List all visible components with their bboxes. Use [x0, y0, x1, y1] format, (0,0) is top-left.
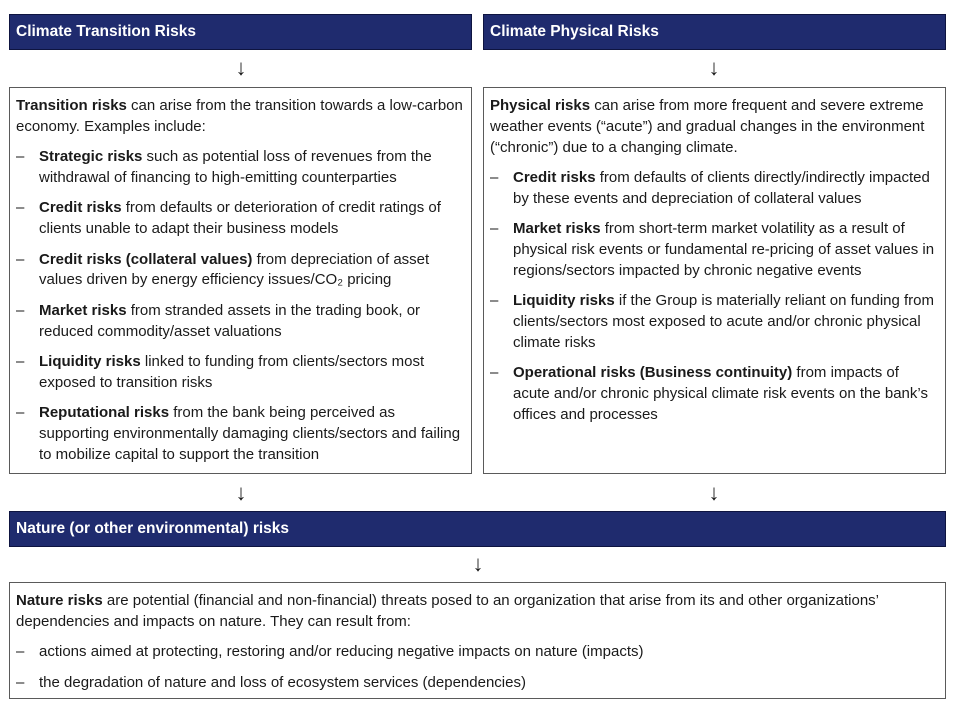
- dash-bullet-icon: –: [16, 352, 25, 370]
- nature-risks-box: [9, 582, 946, 699]
- arrow-down-icon: ↓: [472, 551, 484, 576]
- dash-bullet-icon: –: [16, 199, 25, 217]
- risk-description: from defaults of clients directly/indirectly impacted by these events and depreciation of collateral values: [513, 168, 930, 207]
- nature-intro: Nature risks are potential (financial and non-financial) threats posed to an organization that arise from its and other organizations’ dependencies and impacts on nature. They can result from:: [16, 592, 879, 630]
- list-item: [16, 147, 465, 189]
- dash-bullet-icon: –: [16, 404, 25, 422]
- arrow-down-icon: ↓: [708, 480, 720, 505]
- dash-bullet-icon: –: [490, 220, 499, 238]
- nature-risks-header: Nature (or other environmental) risks: [9, 511, 946, 547]
- list-item: [490, 219, 939, 281]
- risk-description: from depreciation of asset values driven by energy efficiency issues/CO₂ pricing: [39, 250, 430, 289]
- dash-bullet-icon: –: [16, 301, 25, 319]
- list-item: [16, 642, 939, 663]
- transition-intro: Transition risks can arise from the transition towards a low-carbon economy. Examples include:: [16, 97, 463, 135]
- transition-risks-header: Climate Transition Risks: [9, 14, 472, 50]
- dash-bullet-icon: –: [16, 643, 25, 661]
- risk-description: from defaults or deterioration of credit ratings of clients unable to adapt their business models: [39, 199, 441, 238]
- risk-name: Credit risks (collateral values): [39, 250, 253, 268]
- dash-bullet-icon: –: [16, 673, 25, 691]
- risk-description: the degradation of nature and loss of ecosystem services (dependencies): [39, 673, 526, 691]
- risk-description: linked to funding from clients/sectors most exposed to transition risks: [39, 352, 425, 391]
- list-item: [16, 250, 465, 292]
- risk-description: such as potential loss of revenues from the withdrawal of financing to high-emitting counterparties: [39, 148, 432, 186]
- list-item: [16, 301, 465, 343]
- arrow-down-icon: ↓: [235, 55, 247, 80]
- transition-risk-list: [16, 147, 465, 465]
- risk-name: Credit risks: [513, 168, 596, 186]
- list-item: [16, 198, 465, 240]
- arrow-down-icon: ↓: [235, 480, 247, 505]
- physical-risk-list: [490, 168, 939, 426]
- physical-risks-header: Climate Physical Risks: [483, 14, 946, 50]
- list-item: [16, 352, 465, 394]
- physical-intro: Physical risks can arise from more frequent and severe extreme weather events (“acute”) and gradual changes in the environment (“chronic”) due to a changing climate.: [490, 97, 925, 156]
- dash-bullet-icon: –: [490, 292, 499, 310]
- risk-name: Liquidity risks: [39, 352, 141, 370]
- risk-description: from short-term market volatility as a result of physical risk events or fundamental re-pricing of asset values in regions/sectors impacted by chronic negative events: [513, 220, 935, 279]
- list-item: [16, 673, 939, 694]
- dash-bullet-icon: –: [16, 250, 25, 268]
- risk-name: Strategic risks: [39, 148, 143, 166]
- list-item: [490, 363, 939, 425]
- nature-risk-list: [16, 642, 939, 693]
- risk-description: from the bank being perceived as supporting environmentally damaging clients/sectors and failing to mobilize capital to support the transition: [39, 404, 461, 463]
- list-item: [16, 403, 465, 465]
- transition-risks-box: [9, 87, 472, 474]
- dash-bullet-icon: –: [490, 364, 499, 382]
- list-item: [490, 291, 939, 353]
- list-item: [490, 168, 939, 210]
- risk-name: Liquidity risks: [513, 292, 615, 310]
- physical-risks-box: [483, 87, 946, 474]
- dash-bullet-icon: –: [490, 168, 499, 186]
- risk-name: Credit risks: [39, 199, 122, 217]
- risk-name: Market risks: [39, 301, 127, 319]
- arrow-down-icon: ↓: [708, 55, 720, 80]
- risk-name: Market risks: [513, 220, 601, 238]
- risk-description: from impacts of acute and/or chronic physical climate risk events on the bank’s offices and processes: [513, 364, 928, 423]
- risk-description: from stranded assets in the trading book, or reduced commodity/asset valuations: [39, 301, 421, 340]
- risk-description: if the Group is materially reliant on funding from clients/sectors most exposed to acute and/or chronic physical climate risks: [513, 292, 935, 351]
- dash-bullet-icon: –: [16, 148, 25, 166]
- risk-name: Reputational risks: [39, 404, 170, 422]
- risk-description: actions aimed at protecting, restoring and/or reducing negative impacts on nature (impacts): [39, 643, 644, 661]
- risk-name: Operational risks (Business continuity): [513, 364, 793, 382]
